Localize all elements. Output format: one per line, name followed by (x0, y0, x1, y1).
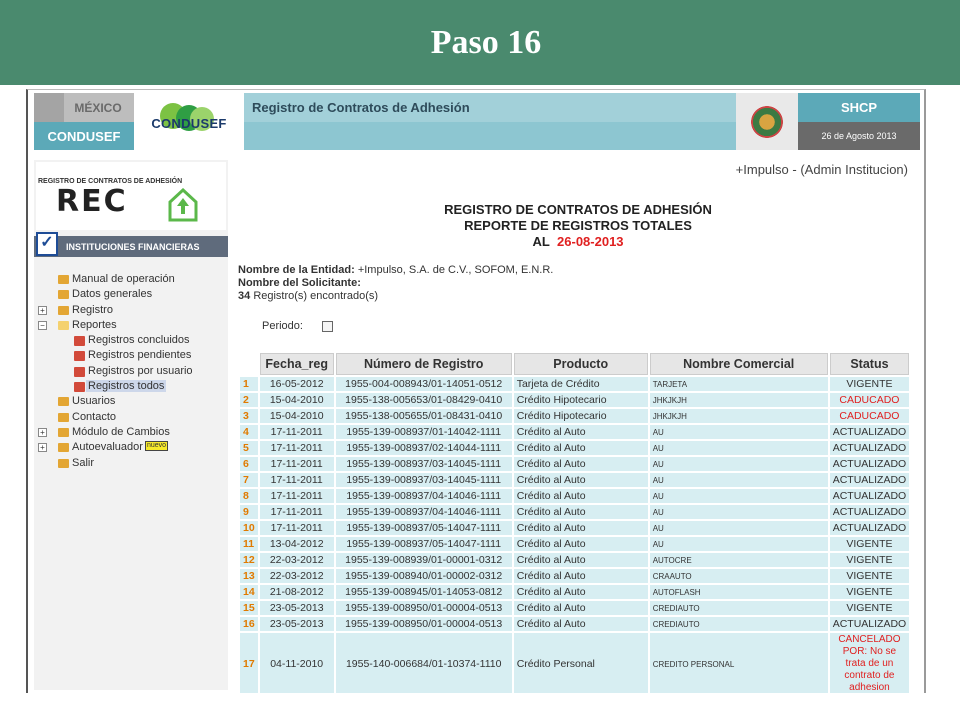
shcp-label: SHCP (798, 93, 920, 122)
nav-item-reportes[interactable] (34, 318, 228, 333)
seal-area (736, 93, 798, 150)
row-number: 17 (240, 633, 258, 693)
row-number: 8 (240, 489, 258, 503)
table-row[interactable] (240, 553, 909, 567)
table-row[interactable] (240, 601, 909, 615)
cell-status: VIGENTE (830, 553, 910, 567)
checkmark-icon: ✓ (36, 232, 58, 256)
cell-nombre-comercial: CRAAUTO (650, 569, 828, 583)
nav-item-salir[interactable] (34, 456, 228, 471)
sidebar (34, 160, 228, 690)
banner-title: Registro de Contratos de Adhesión (244, 93, 736, 122)
solicitante-label: Nombre del Solicitante: (238, 277, 361, 289)
mexico-seal-icon (749, 104, 785, 140)
cell-producto: Crédito al Auto (514, 617, 648, 631)
nav-item-label: Autoevaluador (72, 441, 143, 454)
nav-item-label-selected: Registros todos (88, 380, 165, 393)
nav-item-label: Módulo de Cambios (72, 425, 170, 438)
cell-fecha: 17-11-2011 (260, 425, 334, 439)
cell-numero[interactable]: 1955-139-008937/02-14044-1111 (336, 441, 512, 455)
nav-tree (34, 272, 228, 471)
browser-screenshot (26, 89, 926, 693)
row-number: 11 (240, 537, 258, 551)
cell-numero[interactable]: 1955-139-008945/01-14053-0812 (336, 585, 512, 599)
cell-producto: Crédito al Auto (514, 505, 648, 519)
nav-item-label: Registros concluidos (88, 334, 190, 347)
cell-producto: Crédito al Auto (514, 457, 648, 471)
cell-fecha: 21-08-2012 (260, 585, 334, 599)
nav-item-registros-concluidos[interactable] (34, 333, 228, 348)
nav-item-label: Datos generales (72, 288, 153, 301)
cell-nombre-comercial: AU (650, 521, 828, 535)
header-blank (240, 353, 258, 375)
cell-nombre-comercial: AU (650, 473, 828, 487)
cell-producto: Crédito Hipotecario (514, 393, 648, 407)
cell-fecha: 22-03-2012 (260, 553, 334, 567)
report-title-3 (228, 234, 926, 249)
cell-producto: Crédito al Auto (514, 489, 648, 503)
cell-numero[interactable]: 1955-138-005653/01-08429-0410 (336, 393, 512, 407)
table-row[interactable] (240, 457, 909, 471)
cell-producto: Crédito al Auto (514, 585, 648, 599)
banner-grey-block (34, 93, 64, 122)
user-info: +Impulso - (Admin Institucion) (735, 162, 908, 177)
table-row[interactable] (240, 441, 909, 455)
table-header-row (240, 353, 909, 375)
table-row[interactable] (240, 377, 909, 391)
row-number: 3 (240, 409, 258, 423)
cell-nombre-comercial: CREDIAUTO (650, 617, 828, 631)
row-number: 5 (240, 441, 258, 455)
nav-item-manual[interactable] (34, 272, 228, 287)
cell-fecha: 16-05-2012 (260, 377, 334, 391)
cell-fecha: 17-11-2011 (260, 441, 334, 455)
cell-producto: Crédito al Auto (514, 553, 648, 567)
banner-date: 26 de Agosto 2013 (798, 122, 920, 150)
cell-status: CADUCADO (830, 393, 910, 407)
reca-house-icon (168, 188, 198, 222)
section-header: INSTITUCIONES FINANCIERAS (34, 236, 228, 257)
cell-numero[interactable]: 1955-138-005655/01-08431-0410 (336, 409, 512, 423)
table-row[interactable] (240, 505, 909, 519)
row-number: 13 (240, 569, 258, 583)
slide-header (0, 0, 960, 85)
cell-producto: Crédito al Auto (514, 473, 648, 487)
cell-status: ACTUALIZADO (830, 457, 910, 471)
cell-status: CADUCADO (830, 409, 910, 423)
cell-status (830, 633, 910, 693)
condusef-logo (134, 93, 244, 150)
report-icon (74, 382, 85, 392)
cell-fecha: 17-11-2011 (260, 489, 334, 503)
nav-item-label: Usuarios (72, 395, 116, 408)
row-number: 10 (240, 521, 258, 535)
cell-nombre-comercial: AUTOFLASH (650, 585, 828, 599)
table-row[interactable] (240, 393, 909, 407)
folder-icon (58, 306, 69, 315)
collapse-icon[interactable]: − (38, 321, 47, 330)
nav-item-registro[interactable] (34, 303, 228, 318)
cell-nombre-comercial: AU (650, 441, 828, 455)
nav-item-label: Contacto (72, 410, 117, 423)
results-table (238, 351, 911, 693)
folder-icon (58, 428, 69, 437)
table-row[interactable] (240, 521, 909, 535)
cell-fecha: 15-04-2010 (260, 409, 334, 423)
nav-item-label: Registros por usuario (88, 364, 193, 377)
record-count: 34 (238, 290, 251, 302)
reca-logo (36, 162, 226, 230)
cell-producto: Crédito al Auto (514, 425, 648, 439)
cell-numero[interactable]: 1955-139-008937/01-14042-1111 (336, 425, 512, 439)
table-row[interactable] (240, 409, 909, 423)
cell-producto: Crédito Hipotecario (514, 409, 648, 423)
nav-item-datos-generales[interactable] (34, 287, 228, 302)
cell-numero[interactable]: 1955-140-006684/01-10374-1110 (336, 633, 512, 693)
report-icon (74, 367, 85, 377)
slide-title: Paso 16 (430, 23, 542, 61)
cell-numero[interactable]: 1955-139-008937/03-14045-1111 (336, 457, 512, 471)
cell-producto: Crédito al Auto (514, 601, 648, 615)
cell-nombre-comercial: AU (650, 537, 828, 551)
cell-fecha: 15-04-2010 (260, 393, 334, 407)
table-row[interactable] (240, 537, 909, 551)
cell-fecha: 17-11-2011 (260, 505, 334, 519)
folder-icon (58, 275, 69, 284)
cell-numero[interactable]: 1955-139-008937/04-14046-1111 (336, 505, 512, 519)
mexico-label: MÉXICO (34, 93, 134, 122)
logo-text: CONDUSEF (151, 116, 227, 131)
cell-fecha: 23-05-2013 (260, 601, 334, 615)
cell-fecha: 17-11-2011 (260, 521, 334, 535)
row-number: 2 (240, 393, 258, 407)
entity-label: Nombre de la Entidad: (238, 264, 355, 276)
cell-producto: Crédito al Auto (514, 537, 648, 551)
folder-icon (58, 413, 69, 422)
folder-icon (58, 443, 69, 452)
cell-fecha: 04-11-2010 (260, 633, 334, 693)
table-row[interactable] (240, 473, 909, 487)
table-row[interactable] (240, 585, 909, 599)
cell-status: ACTUALIZADO (830, 489, 910, 503)
cell-status: ACTUALIZADO (830, 473, 910, 487)
nav-item-contacto[interactable] (34, 410, 228, 425)
report-al-label: AL (532, 234, 550, 249)
cell-status: VIGENTE (830, 377, 910, 391)
cell-numero[interactable]: 1955-004-008943/01-14051-0512 (336, 377, 512, 391)
expand-icon[interactable]: + (38, 443, 47, 452)
cell-status: ACTUALIZADO (830, 617, 910, 631)
cell-numero[interactable]: 1955-139-008940/01-00002-0312 (336, 569, 512, 583)
cell-status: VIGENTE (830, 537, 910, 551)
col-fecha[interactable]: Fecha_reg (260, 353, 334, 375)
cell-status: VIGENTE (830, 569, 910, 583)
table-row[interactable] (240, 489, 909, 503)
periodo-checkbox[interactable] (322, 321, 333, 332)
cell-status: ACTUALIZADO (830, 425, 910, 439)
col-numero[interactable]: Número de Registro (336, 353, 512, 375)
nav-item-usuarios[interactable] (34, 394, 228, 409)
nav-item-label: Salir (72, 456, 95, 469)
cell-numero[interactable]: 1955-139-008937/03-14045-1111 (336, 473, 512, 487)
col-producto[interactable]: Producto (514, 353, 648, 375)
cell-nombre-comercial: AU (650, 425, 828, 439)
site-banner (34, 93, 920, 150)
report-title-1: REGISTRO DE CONTRATOS DE ADHESIÓN (444, 202, 712, 217)
cell-nombre-comercial: CREDITO PERSONAL (650, 633, 828, 693)
folder-open-icon (58, 321, 69, 330)
cell-status: VIGENTE (830, 585, 910, 599)
cell-numero[interactable]: 1955-139-008937/04-14046-1111 (336, 489, 512, 503)
folder-icon (58, 290, 69, 299)
nav-item-label: Reportes (72, 318, 117, 331)
cell-status: VIGENTE (830, 601, 910, 615)
cell-nombre-comercial: JHKJKJH (650, 409, 828, 423)
report-title-2: REPORTE DE REGISTROS TOTALES (464, 218, 692, 233)
nav-item-label: Registro (72, 303, 113, 316)
cell-fecha: 22-03-2012 (260, 569, 334, 583)
cell-fecha: 17-11-2011 (260, 457, 334, 471)
nav-item-label: Registros pendientes (88, 349, 192, 362)
condusef-label: CONDUSEF (34, 122, 134, 150)
cell-fecha: 17-11-2011 (260, 473, 334, 487)
col-status[interactable]: Status (830, 353, 910, 375)
cell-producto: Crédito al Auto (514, 441, 648, 455)
table-row[interactable] (240, 425, 909, 439)
table-row[interactable] (240, 633, 909, 693)
entity-value: +Impulso, S.A. de C.V., SOFOM, E.N.R. (357, 264, 554, 276)
row-number: 1 (240, 377, 258, 391)
cell-status: ACTUALIZADO (830, 505, 910, 519)
cell-fecha: 13-04-2012 (260, 537, 334, 551)
reca-subtitle: REGISTRO DE CONTRATOS DE ADHESIÓN (38, 178, 183, 185)
folder-icon (58, 397, 69, 406)
folder-icon (58, 459, 69, 468)
row-number: 12 (240, 553, 258, 567)
periodo-filter (262, 320, 333, 332)
row-number: 4 (240, 425, 258, 439)
nav-item-registros-por-usuario[interactable] (34, 364, 228, 379)
expand-icon[interactable]: + (38, 306, 47, 315)
report-icon (74, 336, 85, 346)
cell-status: ACTUALIZADO (830, 441, 910, 455)
report-icon (74, 351, 85, 361)
cell-producto: Tarjeta de Crédito (514, 377, 648, 391)
row-number: 7 (240, 473, 258, 487)
nav-item-registros-pendientes[interactable] (34, 348, 228, 363)
cell-nombre-comercial: AU (650, 489, 828, 503)
nav-item-registros-todos[interactable] (34, 379, 228, 394)
record-count-text: Registro(s) encontrado(s) (253, 290, 379, 302)
banner-title-under (244, 122, 736, 150)
cell-numero[interactable]: 1955-139-008939/01-00001-0312 (336, 553, 512, 567)
row-number: 15 (240, 601, 258, 615)
report-date: 26-08-2013 (557, 234, 624, 249)
cell-nombre-comercial: AUTOCRE (650, 553, 828, 567)
cell-nombre-comercial: CREDIAUTO (650, 601, 828, 615)
row-number: 6 (240, 457, 258, 471)
table-row[interactable] (240, 617, 909, 631)
cell-numero[interactable]: 1955-139-008937/05-14047-1111 (336, 537, 512, 551)
nav-item-autoevaluador[interactable] (34, 440, 228, 455)
new-badge: nuevo (146, 442, 167, 450)
status-cancelled: CANCELADO POR: No se trata de un contrato de adhesion (838, 634, 901, 693)
cell-producto: Crédito Personal (514, 633, 648, 693)
cell-numero[interactable]: 1955-139-008950/01-00004-0513 (336, 617, 512, 631)
nav-item-modulo-cambios[interactable] (34, 425, 228, 440)
col-nombre-comercial[interactable]: Nombre Comercial (650, 353, 828, 375)
cell-nombre-comercial: TARJETA (650, 377, 828, 391)
cell-numero[interactable]: 1955-139-008937/05-14047-1111 (336, 521, 512, 535)
cell-nombre-comercial: JHKJKJH (650, 393, 828, 407)
nav-item-label: Manual de operación (72, 273, 175, 285)
row-number: 9 (240, 505, 258, 519)
row-number: 16 (240, 617, 258, 631)
table-row[interactable] (240, 569, 909, 583)
entity-line (238, 264, 553, 277)
expand-icon[interactable]: + (38, 428, 47, 437)
cell-fecha: 23-05-2013 (260, 617, 334, 631)
cell-nombre-comercial: AU (650, 457, 828, 471)
periodo-label: Periodo: (262, 320, 303, 332)
row-number: 14 (240, 585, 258, 599)
cell-numero[interactable]: 1955-139-008950/01-00004-0513 (336, 601, 512, 615)
solicitante-line (238, 277, 361, 290)
count-line (238, 290, 378, 303)
cell-producto: Crédito al Auto (514, 569, 648, 583)
cell-producto: Crédito al Auto (514, 521, 648, 535)
cell-nombre-comercial: AU (650, 505, 828, 519)
reca-wordmark: REC (56, 184, 128, 219)
cell-status: ACTUALIZADO (830, 521, 910, 535)
